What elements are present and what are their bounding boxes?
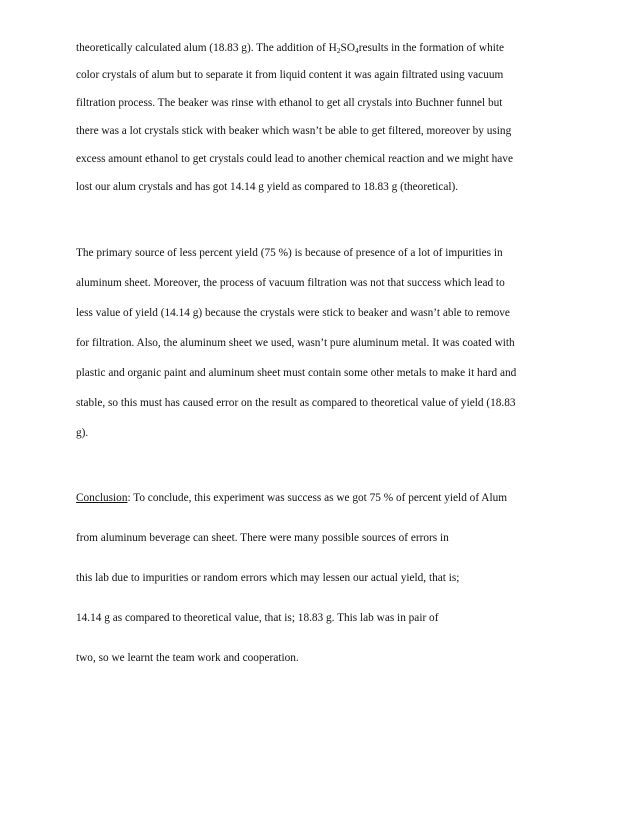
subscript-2: 2 xyxy=(336,46,341,55)
conclusion-line1 xyxy=(76,491,507,505)
paragraph1-line2: color crystals of alum but to separate it from liquid content it was again filtrated using vacuum xyxy=(76,69,504,81)
conclusion-heading: Conclusion xyxy=(76,492,128,504)
paragraph1-line1 xyxy=(76,41,504,55)
paragraph1-line6: lost our alum crystals and has got 14.14 g yield as compared to 18.83 g (theoretical). xyxy=(76,181,459,193)
conclusion-line5: two, so we learnt the team work and cooperation. xyxy=(76,652,299,664)
p1-l1-mid: SO xyxy=(340,42,355,54)
p1-l1-pre: theoretically calculated alum (18.83 g). The addition of H xyxy=(76,42,337,54)
paragraph2-line4: for filtration. Also, the aluminum sheet we used, wasn’t pure aluminum metal. It was coated with xyxy=(76,337,515,349)
paragraph1-line4: there was a lot crystals stick with beaker which wasn’t be able to get filtered, moreover by using xyxy=(76,125,512,137)
paragraph1-line5: excess amount ethanol to get crystals could lead to another chemical reaction and we might have xyxy=(76,153,513,165)
conclusion-line4: 14.14 g as compared to theoretical value, that is; 18.83 g. This lab was in pair of xyxy=(76,612,439,624)
paragraph2-line5: plastic and organic paint and aluminum sheet must contain some other metals to make it hard and xyxy=(76,367,517,379)
conclusion-line3: this lab due to impurities or random errors which may lessen our actual yield, that is; xyxy=(76,572,460,584)
paragraph2-line7: g). xyxy=(76,427,89,439)
conclusion-line1-text: : To conclude, this experiment was success as we got 75 % of percent yield of Alum xyxy=(127,492,508,504)
paragraph2-line3: less value of yield (14.14 g) because the crystals were stick to beaker and wasn’t able to remove xyxy=(76,307,510,319)
paragraph2-line1: The primary source of less percent yield (75 %) is because of presence of a lot of impurities in xyxy=(76,247,503,259)
paragraph1-line3: filtration process. The beaker was rinse with ethanol to get all crystals into Buchner funnel but xyxy=(76,97,503,109)
conclusion-line2: from aluminum beverage can sheet. There were many possible sources of errors in xyxy=(76,532,449,544)
p1-l1-post: results in the formation of white xyxy=(358,42,505,54)
paragraph2-line6: stable, so this must has caused error on the result as compared to theoretical value of yield (18.83 xyxy=(76,397,516,409)
paragraph2-line2: aluminum sheet. Moreover, the process of vacuum filtration was not that success which lead to xyxy=(76,277,505,289)
subscript-4: 4 xyxy=(355,46,359,55)
